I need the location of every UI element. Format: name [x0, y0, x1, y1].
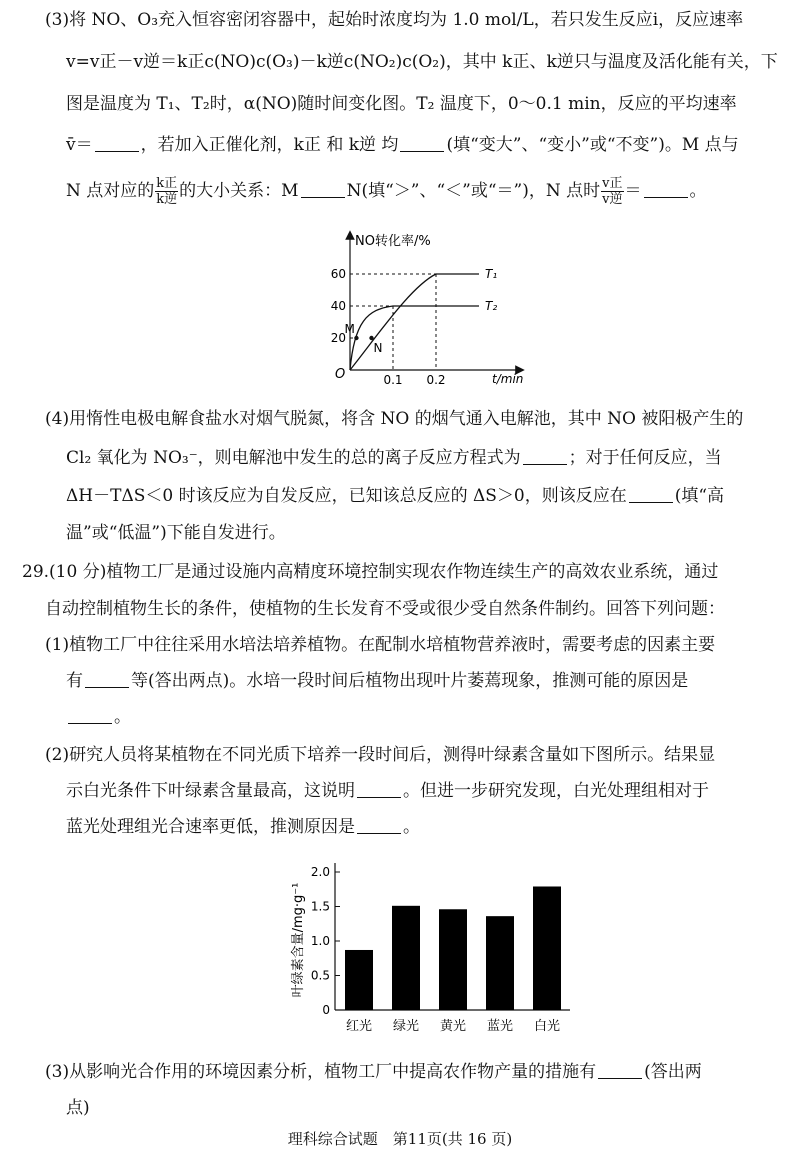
- q4-line2: [66, 446, 722, 470]
- q3-line3: 图是温度为 T₁、T₂时，α(NO)随时间变化图。T₂ 温度下，0～0.1 min，反应的平均速率: [66, 94, 737, 114]
- q29-p2-line1: (2)研究人员将某植物在不同光质下培养一段时间后，测得叶绿素含量如下图所示。结果显: [45, 745, 716, 765]
- point-m: [354, 336, 358, 340]
- point-m-label: M: [344, 322, 355, 336]
- bar-3: [486, 916, 514, 1010]
- q4-line1: (4)用惰性电极电解食盐水对烟气脱氮，将含 NO 的烟气通入电解池，其中 NO 被阳极产生的: [45, 409, 744, 429]
- bar-category-label: 黄光: [439, 1019, 467, 1034]
- q29-p3-line1: [45, 1060, 702, 1084]
- q29-line2: 自动控制植物生长的条件，使植物的生长发育不受或很少受自然条件制约。回答下列问题：: [45, 599, 725, 619]
- p2-l3b: 。: [403, 817, 420, 837]
- y-tick-label: 20: [330, 331, 346, 345]
- chlorophyll-bar-chart: [280, 855, 580, 1045]
- answer-blank[interactable]: [85, 670, 129, 688]
- q4-l2b: ；对于任何反应，当: [568, 448, 722, 468]
- q29-p1-line1: (1)植物工厂中往往采用水培法培养植物。在配制水培植物营养液时，需要考虑的因素主要: [45, 635, 716, 655]
- frac1-num: k正: [156, 176, 178, 191]
- q3-l5d: ＝: [624, 181, 642, 201]
- q3-l4a: v̄＝: [66, 135, 93, 155]
- q3-line5: [66, 176, 707, 207]
- q29-p2-line2: [66, 779, 709, 803]
- q4-line3: [66, 484, 724, 508]
- bar-2: [439, 909, 467, 1010]
- answer-blank[interactable]: [598, 1061, 642, 1079]
- p2-l2a: 示白光条件下叶绿素含量最高，这说明: [66, 781, 355, 801]
- bar-ytick-label: 1.0: [310, 934, 330, 948]
- answer-blank[interactable]: [400, 134, 444, 152]
- q3-line1: (3)将 NO、O₃充入恒容密闭容器中，起始时浓度均为 1.0 mol/L，若只发生反应ⅰ，反应速率: [45, 10, 744, 30]
- t1-curve: [350, 274, 479, 370]
- q3-l4b: ，若加入正催化剂，k正 和 k逆 均: [140, 135, 399, 155]
- bar-category-label: 绿光: [392, 1019, 420, 1034]
- bar-ytick-label: 1.5: [310, 899, 330, 914]
- answer-blank[interactable]: [629, 485, 673, 503]
- q3-line2: v=v正－v逆＝k正c(NO)c(O₃)－k逆c(NO₂)c(O₂)，其中 k正、k逆只与温度及活化能有关，下: [66, 52, 778, 72]
- answer-blank[interactable]: [357, 780, 401, 798]
- v-ratio-fraction: [601, 176, 623, 207]
- point-n: [369, 336, 373, 340]
- k-ratio-fraction: [155, 176, 178, 207]
- p2-l3a: 蓝光处理组光合速率更低，推测原因是: [66, 817, 355, 837]
- x-tick-label: 0.1: [383, 373, 403, 387]
- answer-blank[interactable]: [357, 816, 401, 834]
- bar-0: [345, 950, 373, 1010]
- q3-l5b: 的大小关系：M: [179, 181, 299, 201]
- answer-blank[interactable]: [68, 706, 112, 724]
- frac1-den: k逆: [156, 192, 178, 207]
- t1-label: T₁: [485, 267, 498, 281]
- x-tick-label: 0.2: [426, 373, 446, 387]
- answer-blank[interactable]: [301, 180, 345, 198]
- y-tick-label: 60: [330, 267, 346, 281]
- q3-l5e: 。: [689, 181, 707, 201]
- frac2-den: v逆: [602, 192, 623, 207]
- answer-blank[interactable]: [523, 447, 567, 465]
- q3-line4: [66, 133, 739, 157]
- bar-4: [533, 886, 561, 1010]
- point-n-label: N: [373, 341, 383, 355]
- page-footer: 理科综合试题 第11页(共 16 页): [287, 1130, 513, 1148]
- answer-blank[interactable]: [95, 134, 139, 152]
- q4-l3b: (填“高: [674, 486, 725, 506]
- frac2-num: v正: [602, 176, 623, 191]
- answer-blank[interactable]: [644, 180, 688, 198]
- no-conversion-graph: [320, 225, 550, 390]
- y-axis-label: NO转化率/%: [355, 234, 431, 249]
- q29-head: 29.(10 分)植物工厂是通过设施内高精度环境控制实现农作物连续生产的高效农业系统，通过: [22, 562, 719, 582]
- p1-l2b: 等(答出两点)。水培一段时间后植物出现叶片萎蔫现象，推测可能的原因是: [131, 671, 689, 691]
- q4-line4: 温”或“低温”)下能自发进行。: [66, 523, 286, 543]
- q3-l5a: N 点对应的: [66, 181, 155, 201]
- p1-l3: 。: [114, 707, 131, 727]
- q3-l5c: N(填“＞”、“＜”或“＝”)，N 点时: [346, 181, 601, 201]
- x-axis-label: t/min: [492, 372, 524, 386]
- bar-1: [392, 906, 420, 1010]
- bar-ytick-label: 0: [322, 1003, 330, 1017]
- bar-category-label: 白光: [533, 1019, 561, 1034]
- q4-l3a: ΔH－TΔS＜0 时该反应为自发反应，已知该总反应的 ΔS＞0，则该反应在: [66, 486, 627, 506]
- p2-l2b: 。但进一步研究发现，白光处理组相对于: [403, 781, 709, 801]
- q4-l2a: Cl₂ 氧化为 NO₃⁻，则电解池中发生的总的离子反应方程式为: [66, 448, 521, 468]
- q29-p2-line3: [66, 815, 420, 839]
- q3-l4c: (填“变大”、“变小”或“不变”)。M 点与: [446, 135, 739, 155]
- q29-p1-line2: [66, 669, 688, 693]
- bar-ytick-label: 0.5: [310, 968, 330, 983]
- bar-ylabel: 叶绿素含量/mg·g⁻¹: [291, 882, 306, 998]
- q29-p1-line3: [66, 705, 131, 729]
- t2-label: T₂: [485, 299, 498, 313]
- q29-p3-line2: 点): [66, 1098, 90, 1118]
- p3-l1a: (3)从影响光合作用的环境因素分析，植物工厂中提高农作物产量的措施有: [45, 1062, 597, 1082]
- bar-ytick-label: 2.0: [310, 865, 330, 879]
- origin-label: O: [335, 367, 346, 382]
- bar-category-label: 蓝光: [486, 1019, 514, 1034]
- p3-l1b: (答出两: [644, 1062, 702, 1082]
- y-tick-label: 40: [330, 299, 346, 313]
- bar-category-label: 红光: [345, 1019, 373, 1034]
- p1-l2a: 有: [66, 671, 83, 691]
